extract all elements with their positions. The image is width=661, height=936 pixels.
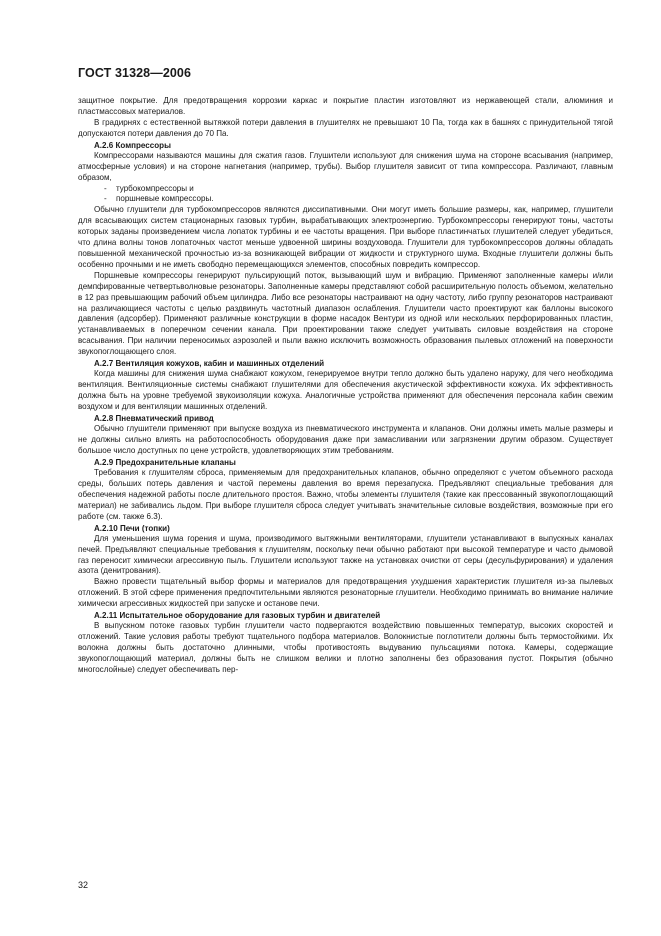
paragraph-furnaces-2: Важно провести тщательный выбор формы и материалов для предотвращения ухудшения характеристик глушителя из-за пылевых отложений. В этой сфере применения предпочтительными являются резонаторные глушители. Необходимо принимать во внимание наличие химически агрессивных жидкостей при запуске и останове печи.	[78, 577, 613, 609]
section-heading-a28: А.2.8 Пневматический привод	[94, 413, 214, 423]
list-item: - поршневые компрессоры.	[104, 194, 214, 204]
section-heading-a27: А.2.7 Вентиляция кожухов, кабин и машинных отделений	[94, 359, 325, 369]
list-dash: -	[104, 183, 107, 193]
paragraph-furnaces-1: Для уменьшения шума горения и шума, производимого вытяжными вентиляторами, глушители устанавливают в выпускных каналах печей. Предъявляют специальные требования к глушителям, поскольку печи обычно работают при высокой температуре и часто дымовой газ переносит химически агрессивную пыль. Глушители используют также на установках очистки от серы (десульфурирования) и удаления азота (денитрования).	[78, 533, 613, 576]
list-dash: -	[104, 194, 107, 204]
paragraph-compressors-intro: Компрессорами называются машины для сжатия газов. Глушители используют для снижения шума на стороне всасывания (например, атмосферные условия) и на стороне нагнетания (например, трубы). Выбор глушителя зависит от типа компрессора. Различают, главным образом,	[78, 150, 613, 182]
paragraph-cooling-towers: В градирнях с естественной вытяжкой потери давления в глушителях не превышают 10 Па, тогда как в башнях с принудительной тягой допускаются потери давления до 70 Па.	[78, 117, 613, 138]
list-item: - турбокомпрессоры и	[104, 183, 194, 193]
page-number: 32	[78, 880, 89, 890]
section-heading-a210: А.2.10 Печи (топки)	[94, 523, 170, 533]
section-heading-a26: А.2.6 Компрессоры	[94, 140, 171, 150]
paragraph-intro-continued: защитное покрытие. Для предотвращения коррозии каркас и покрытие пластин изготовляют из нержавеющей стали, алюминия и пластмассовых материалов.	[78, 96, 613, 116]
section-heading-a211: А.2.11 Испытательное оборудование для газовых турбин и двигателей	[94, 611, 381, 621]
paragraph-pneumatic-drive: Обычно глушители применяют при выпуске воздуха из пневматического инструмента и клапанов. Они должны иметь малые размеры и не должны сильно влиять на работоспособность оборудования даже при замасливании или загрязнении другим образом. Существует большое число доступных по цене устройств, удовлетворяющих этим требованиям.	[78, 424, 613, 455]
paragraph-turbocompressors: Обычно глушители для турбокомпрессоров являются диссипативными. Они могут иметь большие размеры, как, например, глушители для всасывающих систем стационарных газовых турбин, вырабатывающих электроэнергию. Турбокомпрессоры генерируют тоны, частоты которых заданы произведением числа лопаток турбины и ее частоты вращения. При выборе пластинчатых глушителей следует убедиться, что длина волны тонов лопаточных частот меньше удвоенной ширины воздуховода. Глушители для турбокомпрессоров должны обладать повышенной механической прочностью из-за возникающей вибрации от жидкости и структурного шума. Входные глушители должны быть особенно прочными и не иметь свободно перемещающихся элементов, способных повредить компрессор.	[78, 205, 613, 269]
paragraph-piston-compressors: Поршневые компрессоры генерируют пульсирующий поток, вызывающий шум и вибрацию. Применяют заполненные камеры и/или демпфированные четвертьволновые резонаторы. Заполненные камеры представляют собой расширительную полость объемом, желательно в 12 раз превышающим рабочий объем цилиндра. Либо все резонаторы настраивают на одну частоту, либо группу резонаторов настраивают на различающиеся частоты с целью раздвинуть частотный диапазон ослабления. Глушители часто проектируют как баллоны высокого давления (адсорбер). Применяют различные конструкции в форме насадок Вентури из одной или нескольких перфорированных пластин, устанавливаемых в поперечном сечении канала. При проектировании также следует учитывать силовые воздействия на стороне всасывания. При наличии переносимых аэрозолей и пыли важно исключить возможность образования пылевых отложений на поверхности звукопоглощающего слоя.	[78, 270, 613, 357]
paragraph-safety-valves: Требования к глушителям сброса, применяемым для предохранительных клапанов, обычно определяют с учетом объемного расхода среды, больших потерь давления и частой перемены давления во время перезапуска. Предъявляют специальные требования для обеспечения надежной работы после длительного простоя. Важно, чтобы элементы глушителя (такие как прессованный звукопоглощающий материал) не забивались льдом. При выборе глушителя сброса следует учитывать значительные силовые воздействия, возможные при его работе (см. также 6.3).	[78, 468, 613, 521]
section-heading-a29: А.2.9 Предохранительные клапаны	[94, 457, 236, 467]
paragraph-test-equipment: В выпускном потоке газовых турбин глушители часто подвергаются воздействию повышенных температур, высоких скоростей и отложений. Такие условия работы требуют тщательного подбора материалов. Волокнистые поглотители должны быть термостойкими. Их волокна должны быть достаточно длинными, чтобы противостоять выдуванию пульсациями потока. Камеры, содержащие звукопоглощающий материал, должны быть не слишком велики и плотно заполнены без образования пустот. Покрытия (обычно многослойные) следует обеспечивать пер-	[78, 621, 613, 674]
paragraph-enclosure-ventilation: Когда машины для снижения шума снабжают кожухом, генерируемое внутри тепло должно быть удалено наружу, для чего необходима вентиляция. Вентиляционные системы снабжают глушителями для обеспечения акустической эффективности кожуха. Их эффективность должна быть на уровне требуемой звукоизоляции кожуха. Аналогичные устройства применяют для обеспечения персонала кабин свежим воздухом и для вентиляции машинных отделений.	[78, 369, 613, 411]
document-header: ГОСТ 31328—2006	[78, 66, 192, 80]
document-body	[78, 96, 613, 676]
compressor-types-list	[78, 184, 613, 206]
